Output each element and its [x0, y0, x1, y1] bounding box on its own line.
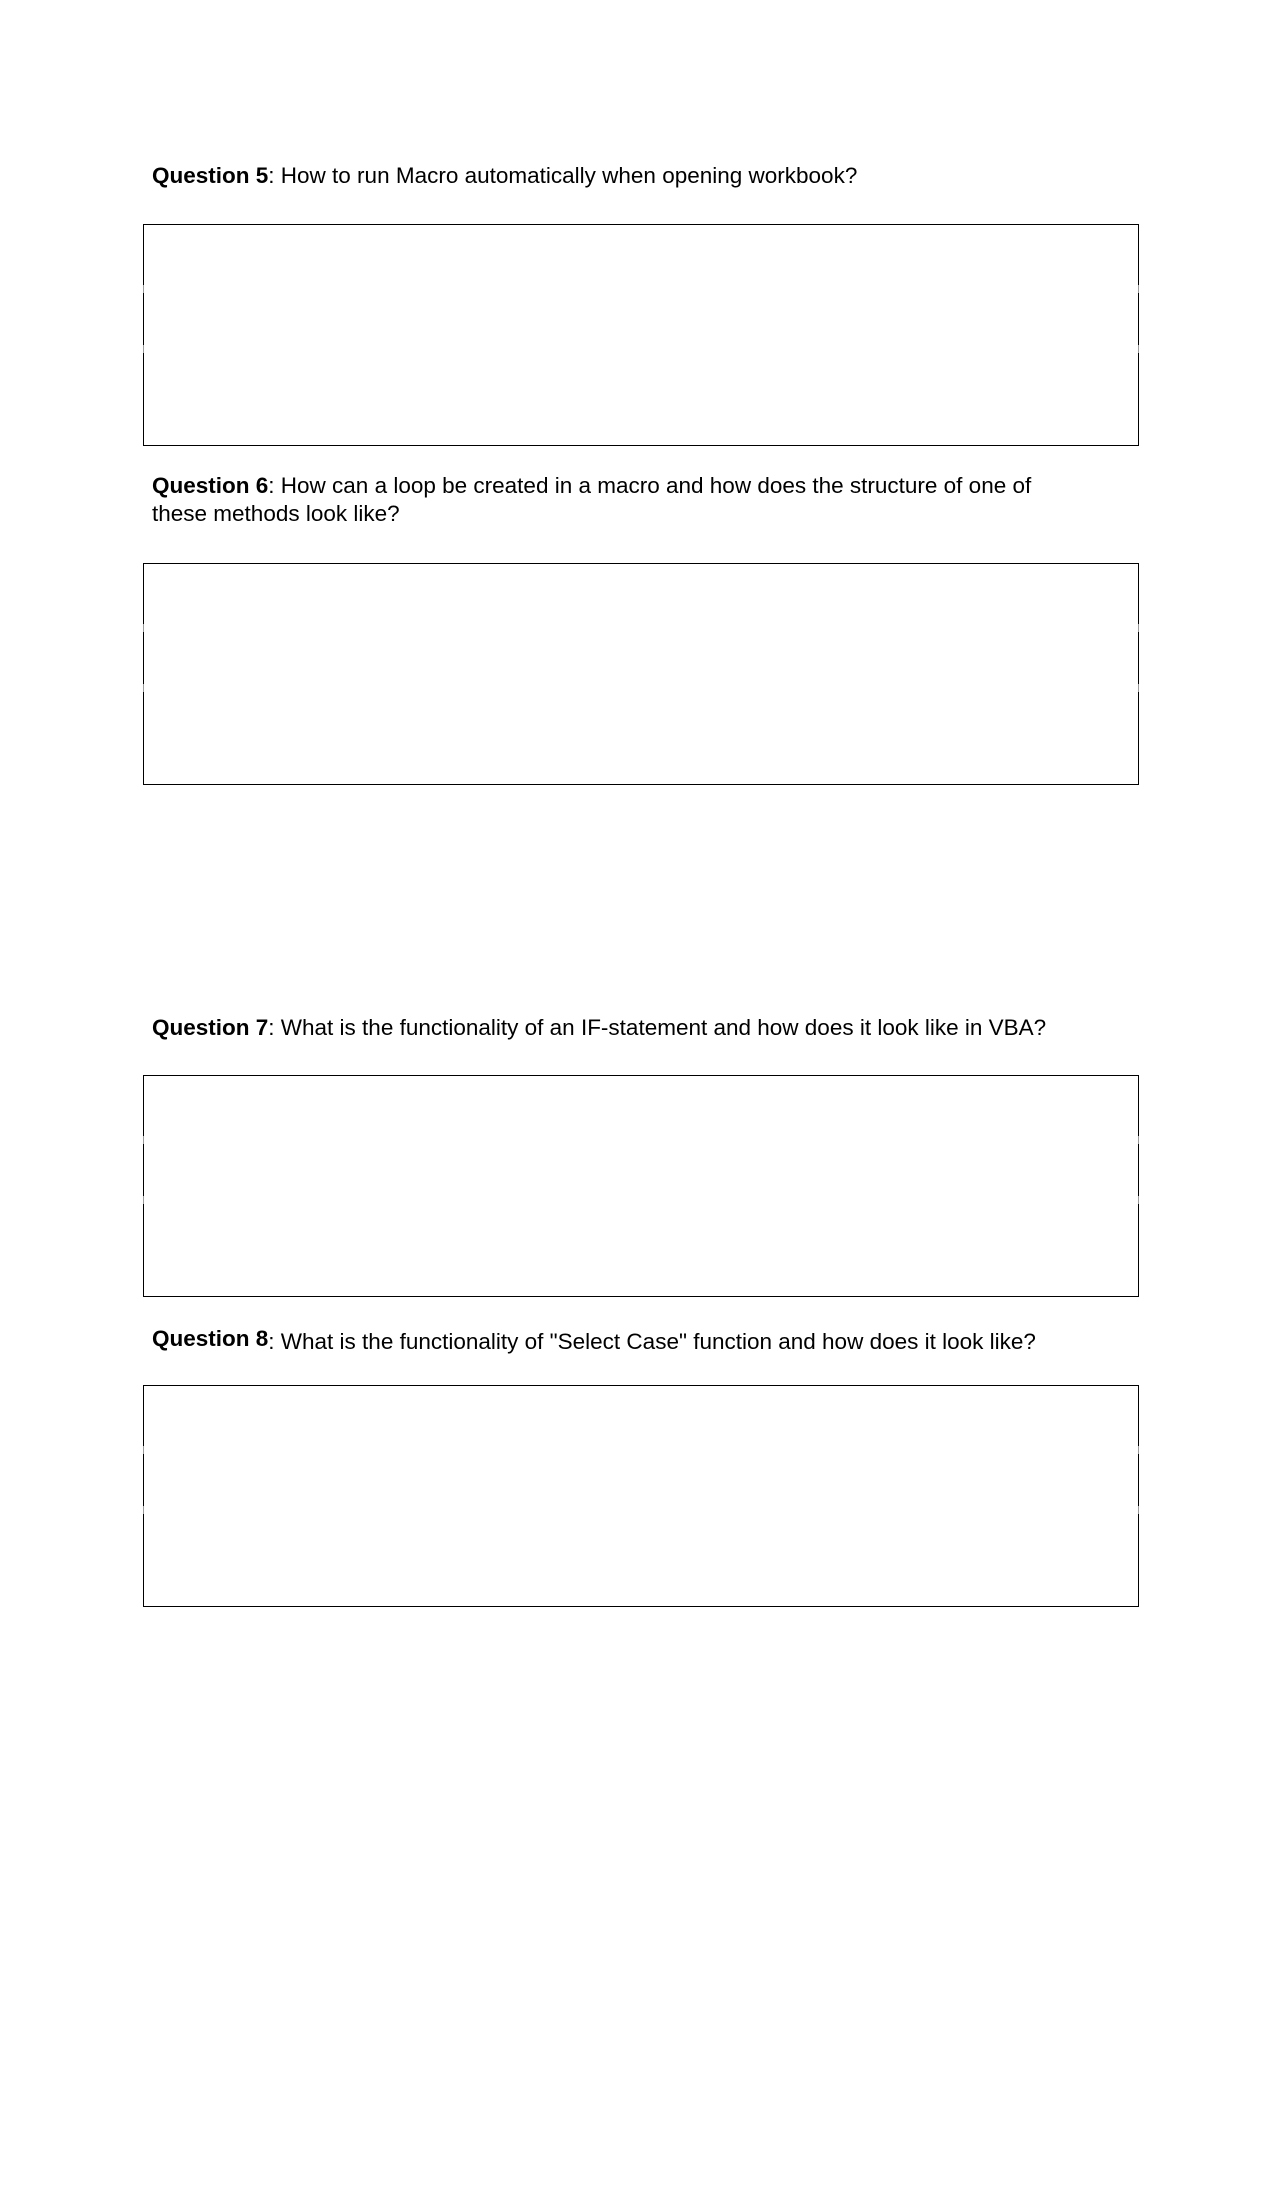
question-7-text: : What is the functionality of an IF-statement and how does it look like in VBA?: [268, 1015, 1047, 1040]
answer-box-question-7[interactable]: [143, 1075, 1139, 1297]
question-5-text: : How to run Macro automatically when opening workbook?: [268, 163, 858, 188]
question-8-text: : What is the functionality of "Select Case" function and how does it look like?: [268, 1329, 1036, 1354]
question-5-label: Question 5: [152, 163, 269, 188]
answer-box-question-8[interactable]: [143, 1385, 1139, 1607]
question-7-label: Question 7: [152, 1015, 269, 1040]
question-6-label: Question 6: [152, 473, 269, 498]
question-7: [152, 1014, 1092, 1042]
answer-box-question-6[interactable]: [143, 563, 1139, 785]
question-8: [152, 1328, 1092, 1356]
answer-box-question-5[interactable]: [143, 224, 1139, 446]
question-8-label: Question 8: [152, 1326, 269, 1351]
question-6: [152, 472, 1092, 528]
question-6-text: : How can a loop be created in a macro and how does the structure of one of these methods look like?: [152, 473, 1032, 526]
question-5: [152, 162, 1092, 190]
